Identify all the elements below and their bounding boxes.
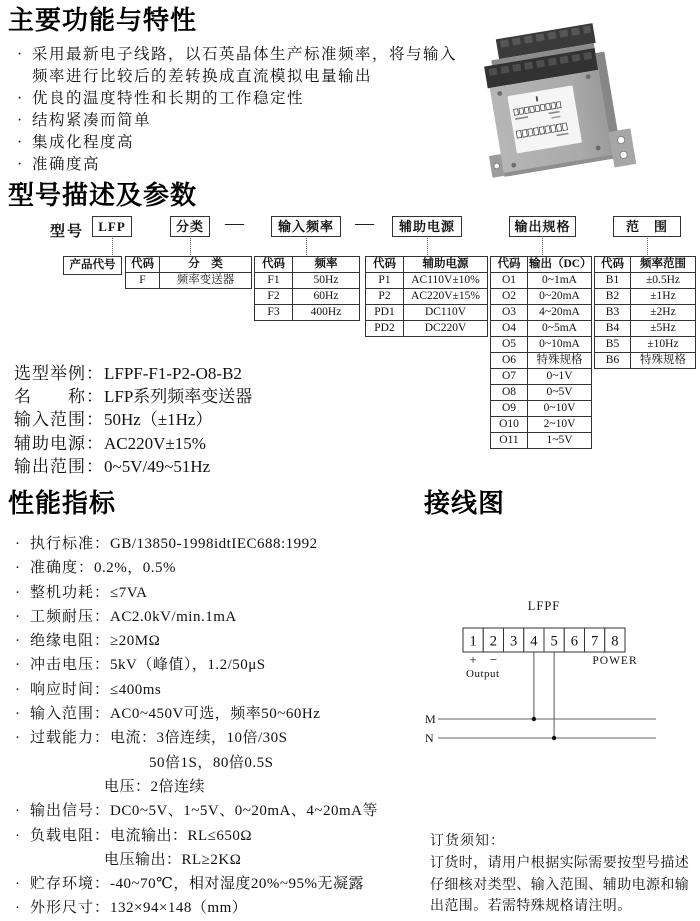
table-cell: 0~1mA: [528, 273, 592, 289]
example-line: [14, 385, 252, 408]
table-header-cell: 代码: [366, 257, 404, 273]
model-section-title: 型号描述及参数: [8, 180, 198, 210]
performance-item: · 过载能力：电流：3倍连续，10倍/30S: [8, 726, 432, 750]
model-prefix-label: 型号: [50, 224, 85, 240]
table-cell: 0~10V: [528, 401, 592, 417]
table-cell: O3: [491, 305, 528, 321]
bullet-dot: ·: [15, 608, 20, 625]
performance-subline: 电压输出：RL≥2KΩ: [104, 851, 242, 868]
category-table: [125, 256, 252, 289]
performance-item: · 工频耐压：AC2.0kV/min.1mA: [8, 605, 432, 629]
table-cell: F2: [255, 289, 293, 305]
example-value: 50Hz（±1Hz）: [104, 410, 213, 430]
table-row: [595, 305, 696, 321]
example-value: LFP系列频率变送器: [104, 387, 253, 407]
table-cell: O11: [491, 433, 528, 449]
table-cell: 0~5mA: [528, 321, 592, 337]
performance-item: · 负载电阻：电流输出：RL≤650Ω: [8, 824, 432, 848]
polarity-minus: −: [489, 652, 498, 667]
table-cell: ±1Hz: [631, 289, 696, 305]
table-cell: ±5Hz: [631, 321, 696, 337]
table-cell: B4: [595, 321, 631, 337]
performance-item: · 输入范围：AC0~450V可选，频率50~60Hz: [8, 702, 432, 726]
table-cell: 1~5V: [528, 433, 592, 449]
example-label: 输出范围：: [14, 456, 104, 476]
n-line-label: N: [425, 731, 434, 745]
example-label: 选型举例：: [14, 364, 104, 383]
terminal-number: 5: [550, 633, 558, 650]
connector-dotted-line: [112, 238, 113, 255]
table-cell: 0~5V: [528, 385, 592, 401]
feature-text: 结构紧凑而简单: [32, 112, 152, 129]
input-frequency-table: [254, 256, 360, 321]
table-cell: O6: [491, 353, 528, 369]
feature-text: 优良的温度特性和长期的工作稳定性: [32, 90, 305, 107]
performance-item: · 贮存环境：-40~70℃，相对湿度20%~95%无凝露: [8, 872, 432, 896]
wiring-section-title: 接线图: [424, 488, 506, 518]
table-row: [491, 401, 592, 417]
table-row: [255, 273, 360, 289]
order-notice: [430, 831, 693, 918]
table-cell: 400Hz: [293, 305, 360, 321]
table-row: [491, 337, 592, 353]
features-title: 主要功能与特性: [8, 5, 198, 35]
bullet-dot: ·: [15, 560, 20, 577]
performance-title: 性能指标: [8, 488, 117, 518]
table-header-cell: 辅助电源: [404, 257, 488, 273]
aux-power-table: [365, 256, 488, 337]
table-cell: O2: [491, 289, 528, 305]
table-cell: ±10Hz: [631, 337, 696, 353]
table-row: [491, 417, 592, 433]
example-label: 输入范围：: [14, 410, 104, 430]
connector-dotted-line: [306, 238, 307, 255]
table-row: [366, 289, 488, 305]
example-line: [14, 455, 252, 478]
table-cell: AC220V±15%: [404, 289, 488, 305]
example-value: 0~5V/49~51Hz: [104, 456, 211, 476]
polarity-plus: +: [469, 652, 477, 667]
table-cell: PD2: [366, 321, 404, 337]
table-cell: B5: [595, 337, 631, 353]
feature-item: [8, 88, 460, 110]
connector-dotted-line: [190, 238, 191, 255]
bullet-dot: ·: [15, 827, 20, 844]
model-box-range: 范 围: [613, 216, 681, 237]
table-cell: 特殊规格: [631, 353, 696, 369]
table-cell: 50Hz: [293, 273, 360, 289]
performance-item: · 绝缘电阻：≥20MΩ: [8, 629, 432, 653]
table-cell: O5: [491, 337, 528, 353]
performance-item: · 外形尺寸：132×94×148（mm）: [8, 896, 432, 920]
table-cell: 0~20mA: [528, 289, 592, 305]
table-row: [126, 273, 252, 289]
wiring-diagram: [424, 580, 694, 752]
feature-item: [8, 154, 460, 176]
example-line: [14, 432, 252, 455]
table-cell: DC110V: [404, 305, 488, 321]
table-row: [595, 337, 696, 353]
model-box-aux-power: 辅助电源: [392, 216, 462, 237]
table-header-cell: 代码: [255, 257, 293, 273]
table-row: [366, 273, 488, 289]
performance-item: · 输出信号：DC0~5V、1~5V、0~20mA、4~20mA等: [8, 799, 432, 823]
terminal-number: 7: [590, 633, 599, 650]
device-body: [470, 20, 636, 185]
performance-item: · 整机功耗：≤7VA: [8, 581, 432, 605]
table-header-cell: 代码: [126, 257, 160, 273]
terminal-number: 3: [509, 633, 518, 650]
dash-separator: —: [355, 213, 374, 234]
table-cell: B6: [595, 353, 631, 369]
table-cell: 特殊规格: [528, 353, 592, 369]
table-header-cell: 代码: [595, 257, 631, 273]
selection-example: [14, 362, 252, 478]
output-spec-table: [490, 256, 592, 449]
bullet-dot: ·: [15, 657, 20, 674]
table-header-cell: 频率范围: [631, 257, 696, 273]
bullet-dot: ·: [17, 134, 23, 151]
table-header-cell: 分 类: [160, 257, 252, 273]
table-cell: ±2Hz: [631, 305, 696, 321]
model-box-output-spec: 输出规格: [509, 216, 576, 237]
table-header-cell: 频率: [293, 257, 360, 273]
table-cell: ±0.5Hz: [631, 273, 696, 289]
terminal-strip: [463, 628, 625, 652]
table-row: [255, 289, 360, 305]
table-row: [595, 353, 696, 369]
feature-item: [8, 132, 460, 154]
table-cell: PD1: [366, 305, 404, 321]
table-cell: 4~20mA: [528, 305, 592, 321]
table-cell: O1: [491, 273, 528, 289]
output-label: Output: [466, 668, 500, 680]
table-row: [595, 289, 696, 305]
bullet-dot: ·: [15, 706, 20, 723]
table-cell: DC220V: [404, 321, 488, 337]
feature-text: 集成化程度高: [32, 134, 135, 151]
performance-item: · 冲击电压：5kV（峰值），1.2/50μS: [8, 653, 432, 677]
table-cell: O10: [491, 417, 528, 433]
example-line: [14, 408, 252, 431]
table-cell: P2: [366, 289, 404, 305]
terminal-number: 8: [611, 633, 619, 650]
table-cell: 2~10V: [528, 417, 592, 433]
dash-separator: —: [225, 213, 244, 234]
bullet-dot: ·: [15, 803, 20, 820]
table-cell: B1: [595, 273, 631, 289]
bullet-dot: ·: [17, 46, 23, 63]
bullet-dot: ·: [15, 584, 20, 601]
table-row: [595, 273, 696, 289]
features-section: [8, 5, 460, 176]
table-cell: F3: [255, 305, 293, 321]
power-label: POWER: [592, 655, 638, 667]
table-row: [491, 305, 592, 321]
bullet-dot: ·: [15, 900, 20, 917]
table-cell: 0~10mA: [528, 337, 592, 353]
order-notice-body: 订货时，请用户根据实际需要按型号描述仔细核对类型、输入范围、辅助电源和输出范围。若需特殊规格请注明。: [430, 856, 690, 915]
connector-dotted-line: [427, 238, 428, 255]
table-cell: AC110V±10%: [404, 273, 488, 289]
table-header-cell: 输出（DC）: [528, 257, 592, 273]
product-code-box: 产品代号: [63, 256, 122, 275]
terminal-number: 1: [469, 633, 477, 650]
performance-item: · 响应时间：≤400ms: [8, 678, 432, 702]
table-row: [491, 433, 592, 449]
model-box-input-freq: 输入频率: [271, 216, 341, 237]
table-row: [491, 369, 592, 385]
table-row: [366, 321, 488, 337]
features-list: [8, 44, 460, 176]
m-line-label: M: [425, 712, 436, 726]
table-cell: F: [126, 273, 160, 289]
bullet-dot: ·: [15, 536, 20, 552]
bullet-dot: ·: [15, 876, 20, 893]
performance-subline: 电压：2倍连续: [104, 778, 206, 795]
product-photo-image: [448, 0, 698, 185]
example-label: 名 称：: [14, 387, 104, 407]
terminal-number: 4: [530, 633, 538, 650]
connector-dotted-line: [542, 238, 543, 255]
table-row: [255, 305, 360, 321]
range-table: [594, 256, 696, 369]
performance-list: [8, 532, 432, 921]
table-row: [491, 273, 592, 289]
feature-item: [8, 110, 460, 132]
table-row: [491, 321, 592, 337]
bullet-dot: ·: [15, 681, 20, 698]
performance-subline: 50倍1S，80倍0.5S: [149, 754, 274, 771]
table-row: [491, 289, 592, 305]
model-box-category: 分类: [170, 216, 210, 237]
terminal-number: 6: [570, 633, 579, 650]
connector-dotted-line: [647, 238, 648, 255]
junction-dot: [552, 736, 556, 740]
example-value: LFPF-F1-P2-O8-B2: [104, 364, 242, 383]
table-cell: B2: [595, 289, 631, 305]
bullet-dot: ·: [17, 156, 23, 173]
feature-text: 准确度高: [32, 156, 101, 173]
example-label: 辅助电源：: [14, 433, 104, 453]
table-cell: 频率变送器: [160, 273, 252, 289]
table-cell: F1: [255, 273, 293, 289]
example-line: [14, 362, 252, 385]
table-cell: O4: [491, 321, 528, 337]
feature-text: 采用最新电子线路，以石英晶体生产标准频率，将与输入频率进行比较后的差转换成直流模拟电量输出: [32, 46, 458, 85]
performance-item: · 执行标准：GB/13850-1998idtIEC688:1992: [8, 532, 432, 556]
table-cell: P1: [366, 273, 404, 289]
feature-item: [8, 44, 460, 88]
table-cell: B3: [595, 305, 631, 321]
bullet-dot: ·: [17, 90, 23, 107]
table-row: [491, 385, 592, 401]
bullet-dot: ·: [15, 730, 20, 747]
device-label: [507, 85, 582, 153]
table-cell: O9: [491, 401, 528, 417]
terminal-number: 2: [489, 633, 498, 650]
table-cell: O8: [491, 385, 528, 401]
example-value: AC220V±15%: [104, 433, 206, 453]
bullet-dot: ·: [17, 112, 23, 129]
table-cell: 60Hz: [293, 289, 360, 305]
performance-section: [8, 488, 432, 921]
table-cell: O7: [491, 369, 528, 385]
table-row: [595, 321, 696, 337]
model-box-code: LFP: [92, 216, 132, 237]
table-header-cell: 代码: [491, 257, 528, 273]
junction-dot: [532, 717, 536, 721]
order-notice-title: 订货须知：: [430, 834, 505, 849]
table-row: [366, 305, 488, 321]
table-row: [491, 353, 592, 369]
device-label: LFPF: [527, 599, 561, 613]
table-cell: 0~1V: [528, 369, 592, 385]
bullet-dot: ·: [15, 633, 20, 650]
performance-item: · 准确度：0.2%，0.5%: [8, 556, 432, 580]
